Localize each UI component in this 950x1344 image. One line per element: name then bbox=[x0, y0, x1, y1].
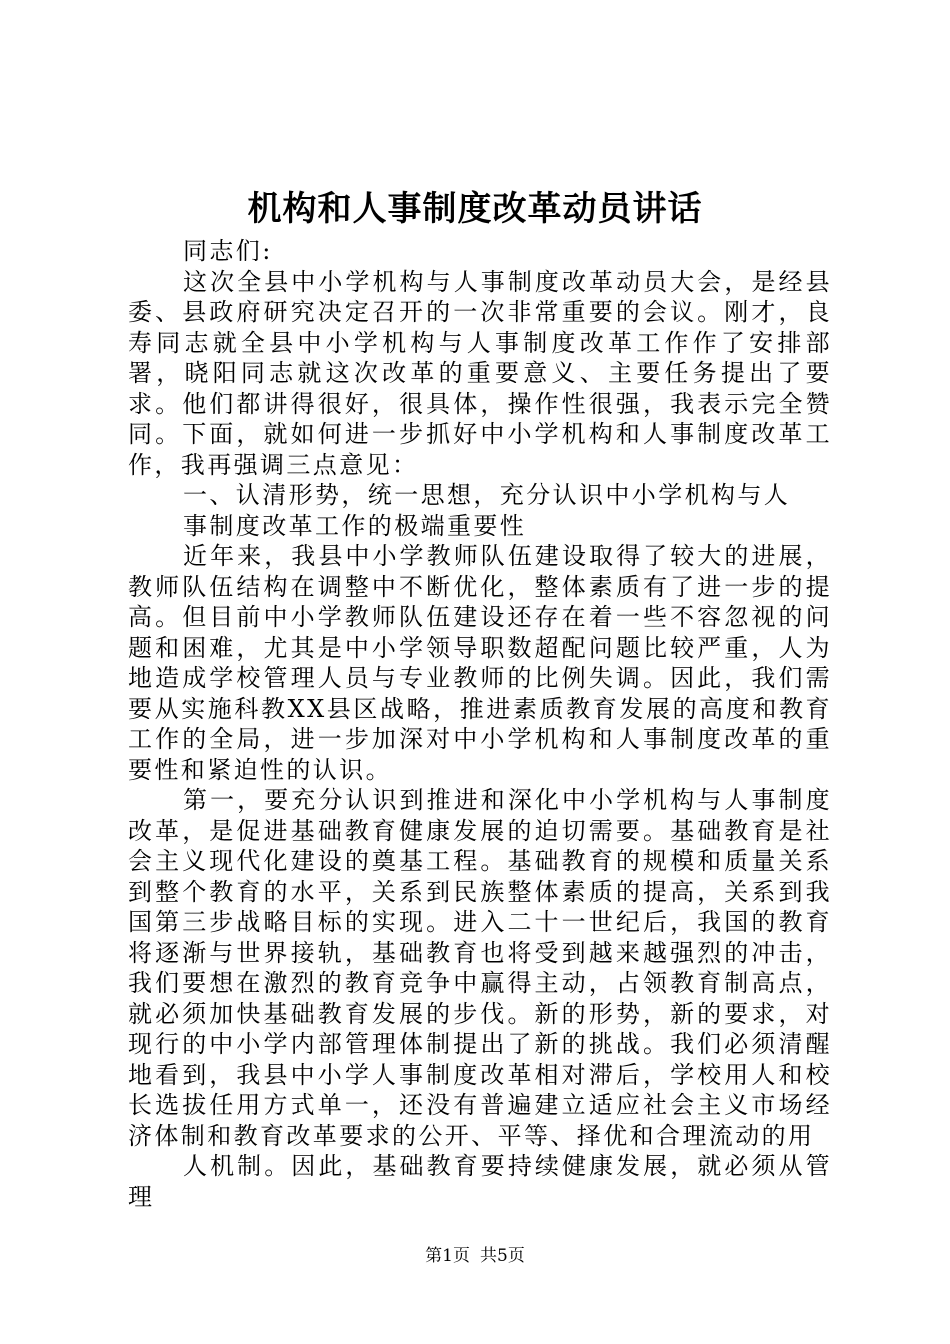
document-body bbox=[128, 236, 832, 1212]
page-footer bbox=[0, 1244, 950, 1268]
document-title: 机构和人事制度改革动员讲话 bbox=[247, 189, 703, 229]
page-number-total: 共5页 bbox=[480, 1246, 525, 1266]
section-heading-line-1: 一、认清形势，统一思想，充分认识中小学机构与人 bbox=[183, 481, 791, 509]
salutation: 同志们: bbox=[183, 237, 273, 265]
paragraph-first-point: 第一，要充分认识到推进和深化中小学机构与人事制度改革，是促进基础教育健康发展的迫切需要。基础教育是社会主义现代化建设的奠基工程。基础教育的规模和质量关系到整个教育的水平，关系到民族整体素质的提高，关系到我国第三步战略目标的实现。进入二十一世纪后，我国的教育将逐渐与世界接轨，基础教育也将受到越来越强烈的冲击，我们要想在激烈的教育竞争中赢得主动，占领教育制高点，就必须加快基础教育发展的步伐。新的形势，新的要求，对现行的中小学内部管理体制提出了新的挑战。我们必须清醒地看到，我县中小学人事制度改革相对滞后，学校用人和校长选拔任用方式单一，还没有普遍建立适应社会主义市场经济体制和教育改革要求的公开、平等、择优和合理流动的用 bbox=[128, 786, 832, 1150]
paragraph-situation: 近年来，我县中小学教师队伍建设取得了较大的进展，教师队伍结构在调整中不断优化，整体素质有了进一步的提高。但目前中小学教师队伍建设还存在着一些不容忽视的问题和困难，尤其是中小学领导职数超配问题比较严重，人为地造成学校管理人员与专业教师的比例失调。因此，我们需要从实施科教XX县区战略，推进素质教育发展的高度和教育工作的全局，进一步加深对中小学机构和人事制度改革的重要性和紧迫性的认识。 bbox=[128, 542, 832, 784]
page-number-current: 第1页 bbox=[425, 1246, 470, 1266]
paragraph-continuation: 人机制。因此，基础教育要持续健康发展，就必须从管理 bbox=[128, 1152, 832, 1211]
section-heading-line-2: 事制度改革工作的极端重要性 bbox=[183, 511, 527, 540]
paragraph-opening: 这次全县中小学机构与人事制度改革动员大会，是经县委、县政府研究决定召开的一次非常重要的会议。刚才，良寿同志就全县中小学机构与人事制度改革工作作了安排部署，晓阳同志就这次改革的重要意义、主要任务提出了要求。他们都讲得很好，很具体，操作性很强，我表示完全赞同。下面，就如何进一步抓好中小学机构和人事制度改革工作，我再强调三点意见： bbox=[128, 267, 832, 479]
